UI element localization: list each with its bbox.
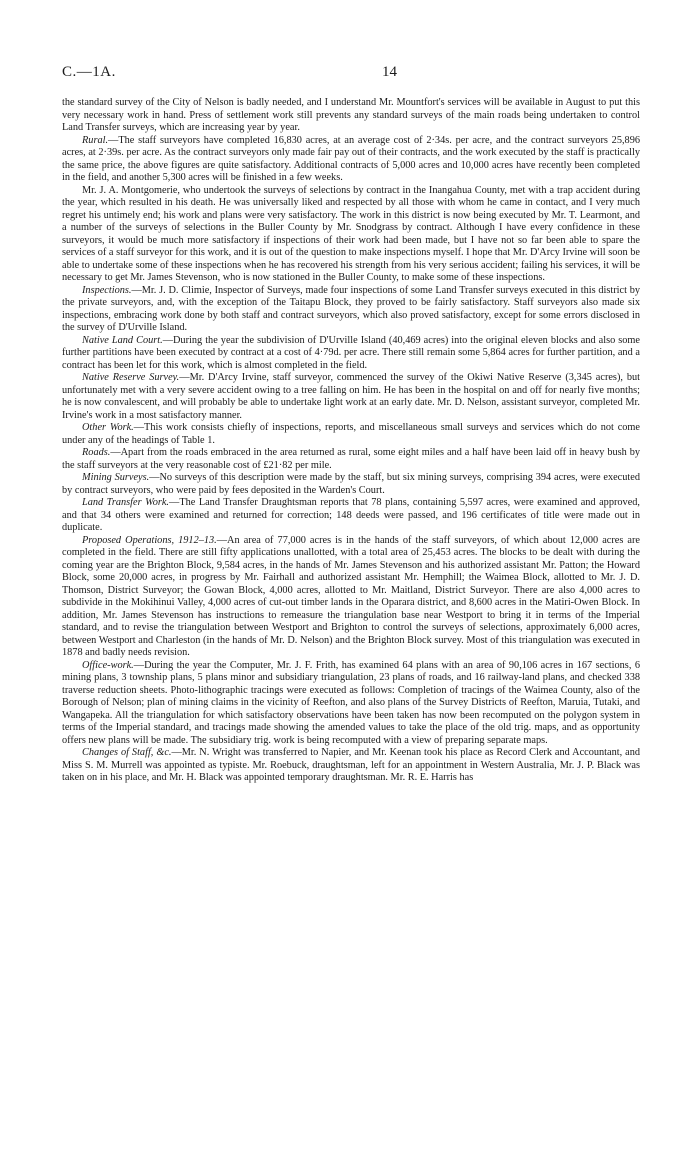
paragraph-text: —This work consists chiefly of inspections, reports, and miscellaneous small surveys and services which do not come under any of the headings of Table 1.: [62, 422, 640, 446]
paragraph-land-transfer-work: [62, 497, 640, 535]
document-body: [62, 97, 640, 785]
paragraph-text: —An area of 77,000 acres is in the hands of the staff surveyors, of which about 12,000 acres are completed in the field. There are still fifty applications unallotted, with a total area of 25,453 acres. The blocks to be dealt with during the coming year are the Brighton Block, 9,584 acres, in the hands of Mr. James Stevenson and his authorized assistant Mr. Patton; the Howard Block, some 20,000 acres, in progress by Mr. Fairhall and authorized assistant Mr. Hemphill; the Waimea Block, allotted to Mr. J. D. Thomson, District Surveyor; the Gowan Block, 4,000 acres, allotted to Mr. Maitland, District Surveyor. There are also 4,000 acres to subdivide in the Mokihinui Valley, 4,000 acres of cut-out timber lands in the Oparara district, and 8,600 acres in the Matiri-Owen Block. In addition, Mr. James Stevenson has instructions to remeasure the triangulation base near Westport to bring it in terms of the Imperial standard, and to revise the triangulation between Westport and Brighton to control the surveys of selections, approximately 6,000 acres, between Westport and Charleston (in the hands of Mr. D. Nelson) and the Brighton Block survey. Most of this triangulation was executed in 1878 and badly needs revision.: [62, 534, 641, 658]
paragraph-heading: Office-work.: [82, 659, 134, 671]
paragraph-text: —The staff surveyors have completed 16,830 acres, at an average cost of 2·34s. per acre, and the contract surveyors 25,896 acres, at 2·39s. per acre. As the contract surveyors only made fair pay out of their contracts, and the work executed by the staff is practically the same price, the above figures are quite satisfactory. Additional contracts of 5,000 acres and 10,000 acres have recently been completed in the field, and another 5,300 acres will be finished in a few weeks.: [62, 134, 640, 183]
paragraph-changes-of-staff: [62, 747, 640, 785]
paragraph-text: —Apart from the roads embraced in the area returned as rural, some eight miles and a half have been laid off in heavy bush by the staff surveyors at the very reasonable cost of £21·82 per mile.: [62, 447, 640, 471]
paragraph-heading: Inspections.: [82, 284, 132, 296]
paragraph-heading: Land Transfer Work.: [82, 497, 170, 508]
paragraph-heading: Other Work.: [82, 422, 134, 433]
paragraph-text: Mr. J. A. Montgomerie, who undertook the surveys of selections by contract in the Inangahua County, met with a trap accident during the year, which resulted in his death. He was universally liked and respected by all those with whom he came in contact, and I very much regret his untimely end; his work and plans were very satisfactory. The work in this district is now being executed by Mr. T. Learmont, and a number of the surveys of selections in the Buller County by Mr. Snodgrass by contract. Although I have every confidence in these surveyors, it would be much more satisfactory if inspections of their work had been made, but I have not so far been able to spare the services of a staff surveyor for this work, and it is out of the question to make inspections myself. I hope that Mr. D'Arcy Irvine will soon be able to undertake some of these inspections when he has recovered his strength from his very serious accident; failing his services, it will be necessary to get Mr. James Stevenson, who is now stationed in the Buller County, to make some of these inspections.: [62, 184, 640, 283]
paragraph-inspections: [62, 285, 640, 335]
paragraph-text: —Mr. J. D. Climie, Inspector of Surveys, made four inspections of some Land Transfer surveys executed in this district by the private surveyors, and, with the exception of the Taitapu Block, they proved to be fairly satisfactory. Staff surveyors also made six inspections, embracing work done by both staff and contract surveyors, which also proved satisfactory, except for some errors disclosed in the survey of D'Urville Island.: [62, 284, 640, 333]
paragraph-heading: Changes of Staff, &c.: [82, 747, 172, 758]
paragraph-roads: [62, 447, 640, 472]
paragraph-other-work: [62, 422, 640, 447]
paragraph-native-land-court: [62, 335, 640, 373]
paragraph-heading: Native Reserve Survey.: [82, 372, 180, 383]
paragraph-text: —During the year the subdivision of D'Urville Island (40,469 acres) into the original eleven blocks and also some further partitions have been executed by contract at a cost of 4·79d. per acre. There still remain some 5,864 acres for further partition, and a contract has been let for this work, which is almost completed in the field.: [62, 334, 640, 371]
paragraph-heading: Proposed Operations, 1912–13.: [82, 534, 217, 546]
paragraph-text: —The Land Transfer Draughtsman reports that 78 plans, containing 5,597 acres, were examined and approved, and that 34 others were examined and returned for correction; 148 deeds were passed, and 196 certificates of title were made out in duplicate.: [62, 497, 640, 533]
paragraph-heading: Rural.: [82, 134, 109, 146]
paragraph-rural: [62, 135, 640, 185]
paragraph-montgomerie: [62, 185, 640, 285]
page-header: [62, 64, 640, 84]
paragraph-heading: Mining Surveys.: [82, 472, 150, 483]
paragraph-text: —During the year the Computer, Mr. J. F. Frith, has examined 64 plans with an area of 90,106 acres in 167 sections, 6 mining plans, 3 township plans, 5 plans minor and subsidiary triangulation, 23 plans of roads, and 16 railway-land plans, and checked 338 traverse reduction sheets. Photo-lithographic tracings were executed as follows: Completion of tracings of the Waimea County, also of the Borough of Nelson; plan of mining claims in the vicinity of Reefton, and also plans of the Survey Districts of Reefton, Maruia, Tutaki, and Wangapeka. All the triangulation for which satisfactory observations have been taken has now been recomputed on the polygon system in terms of the Imperial standard, and tracings made showing the amended values to take the place of the old trig. maps, and as opportunity offers new plans will be made. The subsidiary trig. work is being recomputed with a view of preparing separate maps.: [62, 659, 640, 746]
document-code: C.—1A.: [62, 64, 116, 80]
paragraph-office-work: [62, 660, 640, 748]
paragraph-text: —No surveys of this description were made by the staff, but six mining surveys, comprising 394 acres, were executed by contract surveyors, who were paid by fees deposited in the Warden's Court.: [62, 472, 640, 496]
paragraph-heading: Roads.: [82, 447, 111, 458]
paragraph-text: —Mr. D'Arcy Irvine, staff surveyor, commenced the survey of the Okiwi Native Reserve (3,345 acres), but unfortunately met with a very severe accident owing to a tree falling on him. He has been in the hospital on and off for nearly five months; he is now convalescent, and will probably be able to undertake light work at an early date. Mr. D. Nelson, assistant surveyor, completed Mr. Irvine's work in a most satisfactory manner.: [62, 372, 640, 421]
paragraph-native-reserve-survey: [62, 372, 640, 422]
page-number: 14: [382, 64, 397, 80]
paragraph-text: the standard survey of the City of Nelson is badly needed, and I understand Mr. Mountfort's services will be available in August to put this very necessary work in hand. Press of settlement work still prevents any standard surveys of the main roads being undertaken to control Land Transfer surveys, which are increasing year by year.: [62, 97, 640, 133]
paragraph-proposed-operations: [62, 535, 640, 660]
paragraph-text: —Mr. N. Wright was transferred to Napier, and Mr. Keenan took his place as Record Clerk and Accountant, and Miss S. M. Murrell was appointed as typiste. Mr. Roebuck, draughtsman, left for an appointment in Western Australia, Mr. J. P. Black was taken on in his place, and Mr. H. Black was appointed temporary draughtsman. Mr. R. E. Harris has: [62, 747, 640, 783]
paragraph-mining-surveys: [62, 472, 640, 497]
paragraph-nelson-standard-survey: [62, 97, 640, 135]
paragraph-heading: Native Land Court.: [82, 334, 163, 346]
